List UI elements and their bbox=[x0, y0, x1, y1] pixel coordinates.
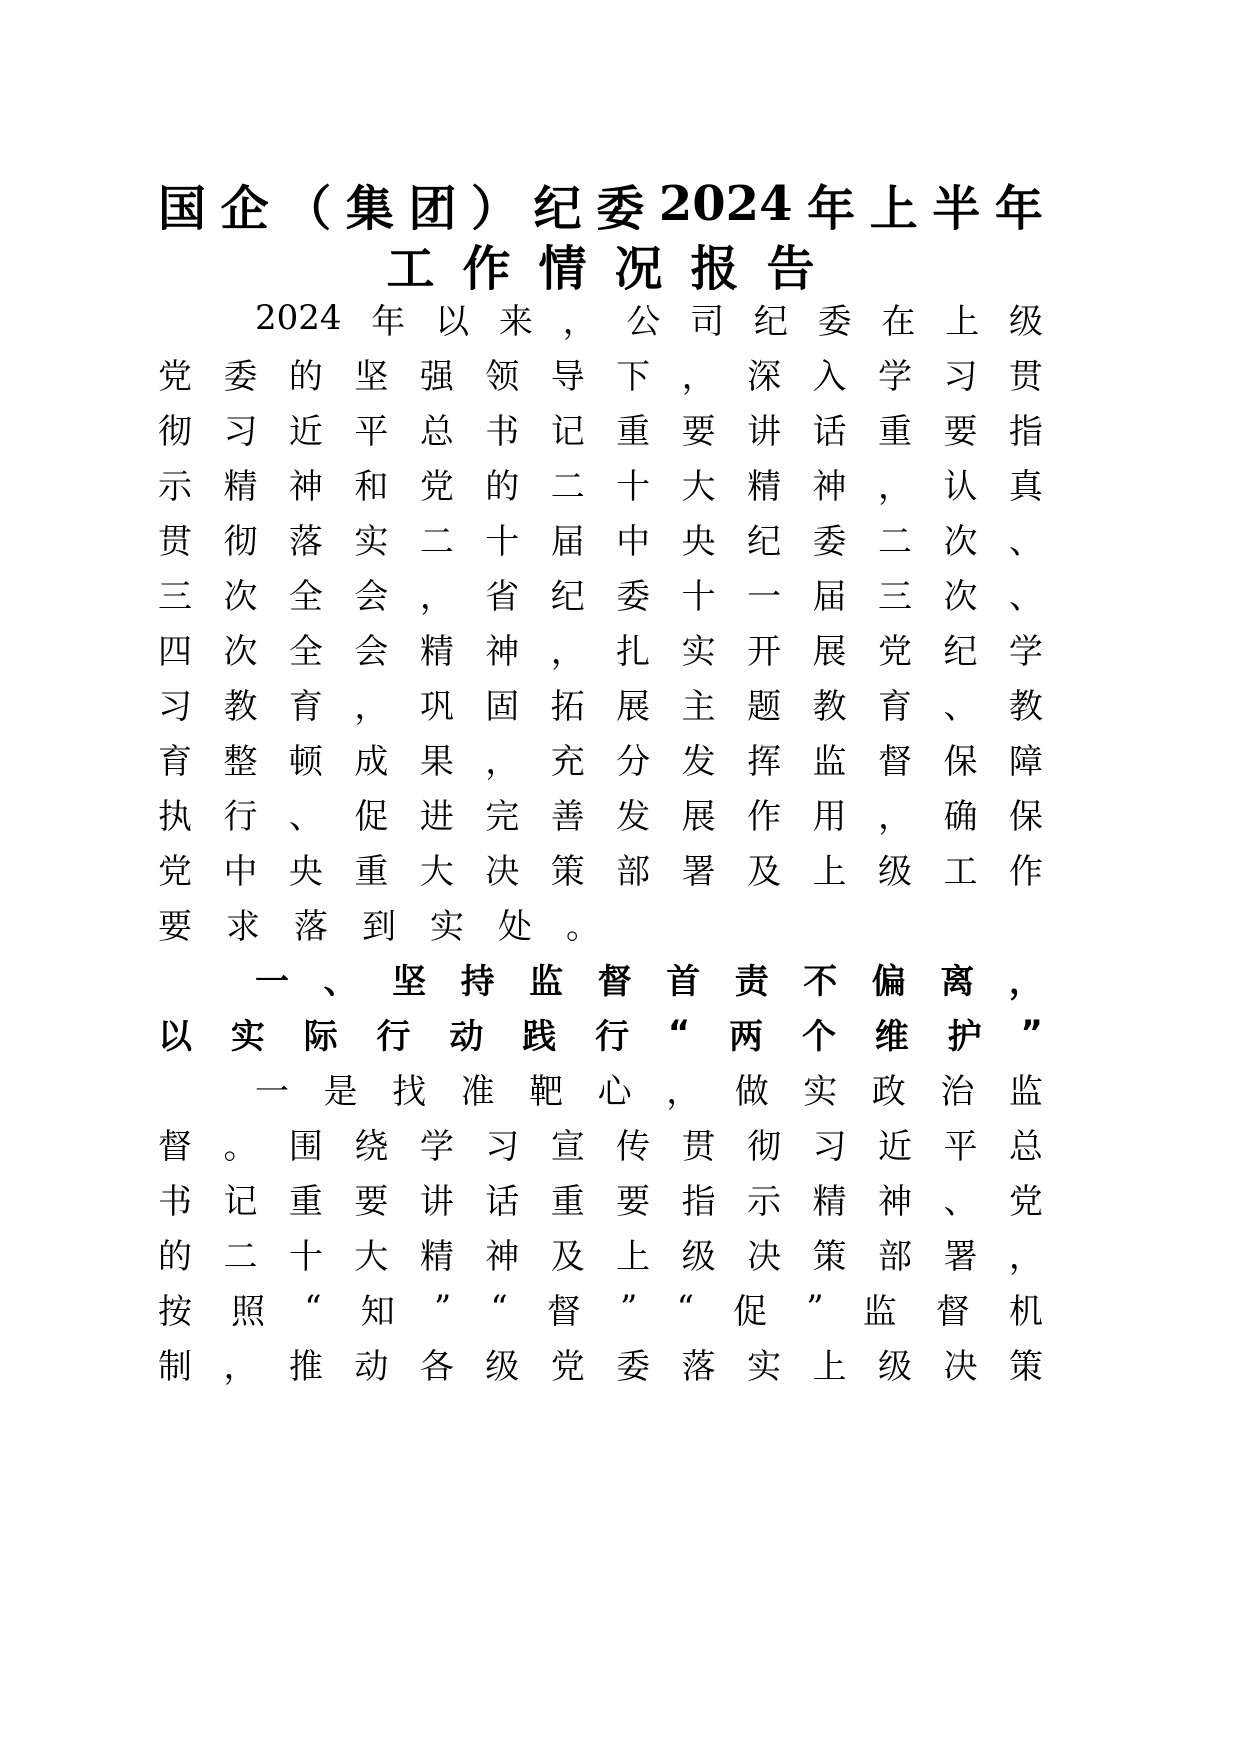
intro-paragraph-line: 党 中 央 重 大 决 策 部 署 及 上 级 工 作 bbox=[158, 851, 1043, 892]
intro-paragraph-line: 四 次 全 会 精 神 ， 扎 实 开 展 党 纪 学 bbox=[158, 631, 1043, 672]
section-1-paragraph-line: 制 ， 推 动 各 级 党 委 落 实 上 级 决 策 bbox=[158, 1346, 1043, 1387]
intro-paragraph-line: 贯 彻 落 实 二 十 届 中 央 纪 委 二 次 、 bbox=[158, 521, 1043, 562]
section-1-heading-line: 以 实 际 行 动 践 行 “ 两 个 维 护 ” bbox=[158, 1013, 1043, 1057]
section-1-paragraph-line: 的 二 十 大 精 神 及 上 级 决 策 部 署 ， bbox=[158, 1236, 1043, 1277]
intro-paragraph-line: 党 委 的 坚 强 领 导 下 ， 深 入 学 习 贯 bbox=[158, 356, 1043, 397]
intro-paragraph-line: 习 教 育 ， 巩 固 拓 展 主 题 教 育 、 教 bbox=[158, 686, 1043, 727]
intro-paragraph-line: 彻 习 近 平 总 书 记 重 要 讲 话 重 要 指 bbox=[158, 411, 1043, 452]
section-1-heading-line: 一 、 坚 持 监 督 首 责 不 偏 离 ， bbox=[255, 961, 1043, 1002]
section-1-paragraph-line: 督 。 围 绕 学 习 宣 传 贯 彻 习 近 平 总 bbox=[158, 1126, 1043, 1167]
intro-paragraph-line: 执 行 、 促 进 完 善 发 展 作 用 ， 确 保 bbox=[158, 796, 1043, 837]
section-1-paragraph-line: 一 是 找 准 靶 心 ， 做 实 政 治 监 bbox=[255, 1071, 1043, 1112]
intro-paragraph-line: 示 精 神 和 党 的 二 十 大 精 神 ， 认 真 bbox=[158, 466, 1043, 507]
intro-paragraph-line: 三 次 全 会 ， 省 纪 委 十 一 届 三 次 、 bbox=[158, 576, 1043, 617]
intro-paragraph-line: 2024 年 以 来 ， 公 司 纪 委 在 上 级 bbox=[255, 298, 1043, 342]
intro-paragraph-line: 育 整 顿 成 果 ， 充 分 发 挥 监 督 保 障 bbox=[158, 741, 1043, 782]
intro-paragraph-line: 要 求 落 到 实 处 。 bbox=[158, 906, 600, 947]
section-1-paragraph-line: 书 记 重 要 讲 话 重 要 指 示 精 神 、 党 bbox=[158, 1181, 1043, 1222]
document-title-line-2: 工 作 情 况 报 告 bbox=[386, 240, 815, 296]
section-1-paragraph-line: 按 照 “ 知 ” “ 督 ” “ 促 ” 监 督 机 bbox=[158, 1288, 1043, 1332]
document-title-line-1: 国 企 （ 集 团 ） 纪 委 2024 年 上 半 年 bbox=[158, 176, 1043, 236]
